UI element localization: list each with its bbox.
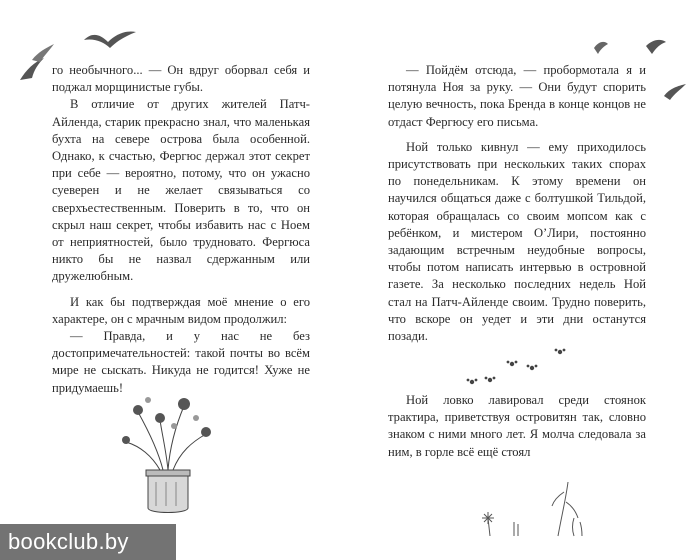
paragraph: Ной ловко лавировал среди стоянок трактира, приветствуя островитян так, словно знаком с ними много лет. Я молча следовала за ним, в горле всё ещё стоял — [388, 393, 646, 459]
dandelion-icon — [478, 478, 588, 538]
right-page-text — [388, 62, 646, 345]
flower-vase-icon — [118, 390, 228, 520]
watermark: bookclub.by — [0, 524, 176, 560]
paragraph: Ной только кивнул — ему приходилось присутствовать при нескольких таких спорах по понедельникам. К этому времени он научился общаться даже с болтушкой Тильдой, которая обращалась со своим мопсом как с ребёнком, и мистером О’Лири, постоянно задающим встречным неудобные вопросы, чтобы потом написать интервью в островной газете. За несколько последних недель Ной стал на Патч-Айленде своим. Трудно поверить, что вскоре он уедет и эти дни останутся позади. — [388, 139, 646, 344]
paragraph: В отличие от других жителей Патч-Айленда, старик прекрасно знал, что маленькая бухта на севере острова была особенной. Однако, к счастью, Фергюс держал этот секрет при себе — вероятно, потому, что он ужасно суеверен и не желает связываться со сверхъестественным. Поверить в то, что он скрыл наш секрет, чтобы избавить нас с Ноем от неприятностей, было трудновато. Фергюса никто бы не назвал сдержанным или дружелюбным. — [52, 97, 310, 284]
right-page — [350, 0, 700, 560]
paragraph: — Правда, и у нас не без достопримечательностей: такой почты во всём мире не сыскать. Никуда не годится! Хуже не придумаешь! — [52, 329, 310, 395]
right-page-text-continued — [388, 392, 646, 461]
pawprint-icon — [450, 344, 580, 392]
paragraph: — Пойдём отсюда, — пробормотала я и потянула Ноя за руку. — Они будут спорить целую вечность, пока Бренда в конце концов не отдаст Фергюсу его письма. — [388, 63, 646, 129]
left-page-text — [52, 62, 310, 397]
left-seagull-icon-2 — [82, 28, 138, 52]
paragraph: го необычного... — Он вдруг оборвал себя и поджал морщинистые губы. — [52, 63, 310, 95]
right-seagull-icon-2 — [662, 82, 692, 102]
paragraph: И как бы подтверждая моё мнение о его характере, он с мрачным видом продолжил: — [52, 294, 310, 326]
